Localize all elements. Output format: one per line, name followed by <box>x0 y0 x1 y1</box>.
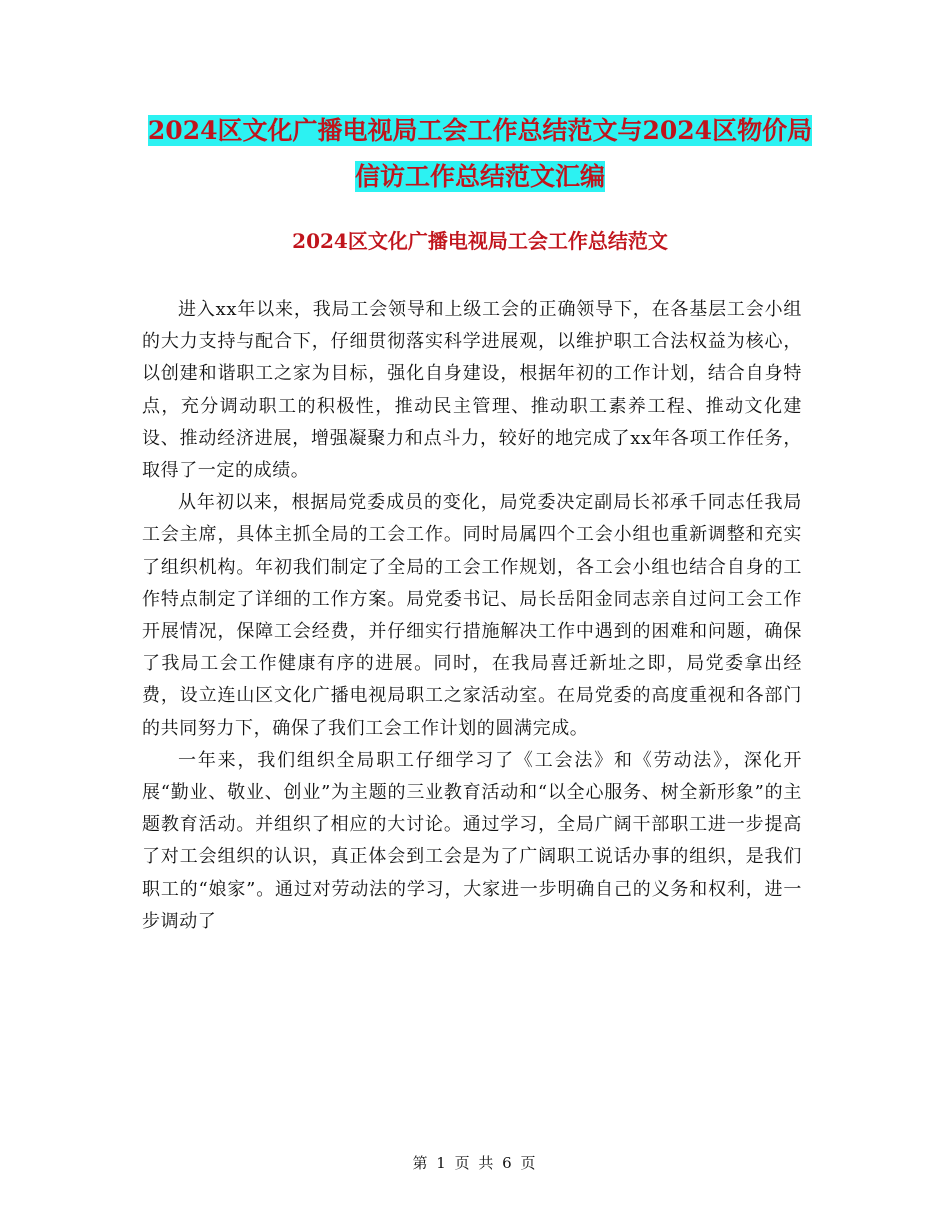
section-heading: 2024区文化广播电视局工会工作总结范文 <box>292 229 668 253</box>
document-body <box>142 294 802 938</box>
document-title <box>140 108 820 200</box>
page-footer: 第 1 页 共 6 页 <box>412 1154 538 1172</box>
paragraph: 一年来，我们组织全局职工仔细学习了《工会法》和《劳动法》，深化开展“勤业、敬业、创业”为主题的三业教育活动和“以全心服务、树全新形象”的主题教育活动。并组织了相应的大讨论。通过学习，全局广阔干部职工进一步提高了对工会组织的认识，真正体会到工会是为了广阔职工说话办事的组织，是我们职工的“娘家”。通过对劳动法的学习，大家进一步明确自己的义务和权利，进一步调动了 <box>142 749 802 932</box>
paragraph: 从年初以来，根据局党委成员的变化，局党委决定副局长祁承千同志任我局工会主席，具体主抓全局的工会工作。同时局属四个工会小组也重新调整和充实了组织机构。年初我们制定了全局的工会工作规划，各工会小组也结合自身的工作特点制定了详细的工作方案。局党委书记、局长岳阳金同志亲自过问工会工作开展情况，保障工会经费，并仔细实行措施解决工作中遇到的困难和问题，确保了我局工会工作健康有序的进展。同时，在我局喜迁新址之即，局党委拿出经费，设立连山区文化广播电视局职工之家活动室。在局党委的高度重视和各部门的共同努力下，确保了我们工会工作计划的圆满完成。 <box>142 492 802 739</box>
paragraph: 进入xx年以来，我局工会领导和上级工会的正确领导下，在各基层工会小组的大力支持与配合下，仔细贯彻落实科学进展观，以维护职工合法权益为核心，以创建和谐职工之家为目标，强化自身建设，根据年初的工作计划，结合自身特点，充分调动职工的积极性，推动民主管理、推动职工素养工程、推动文化建设、推动经济进展，增强凝聚力和点斗力，较好的地完成了xx年各项工作任务，取得了一定的成绩。 <box>142 299 802 482</box>
document-title-highlight: 2024区文化广播电视局工会工作总结范文与2024区物价局信访工作总结范文汇编 <box>147 116 813 191</box>
